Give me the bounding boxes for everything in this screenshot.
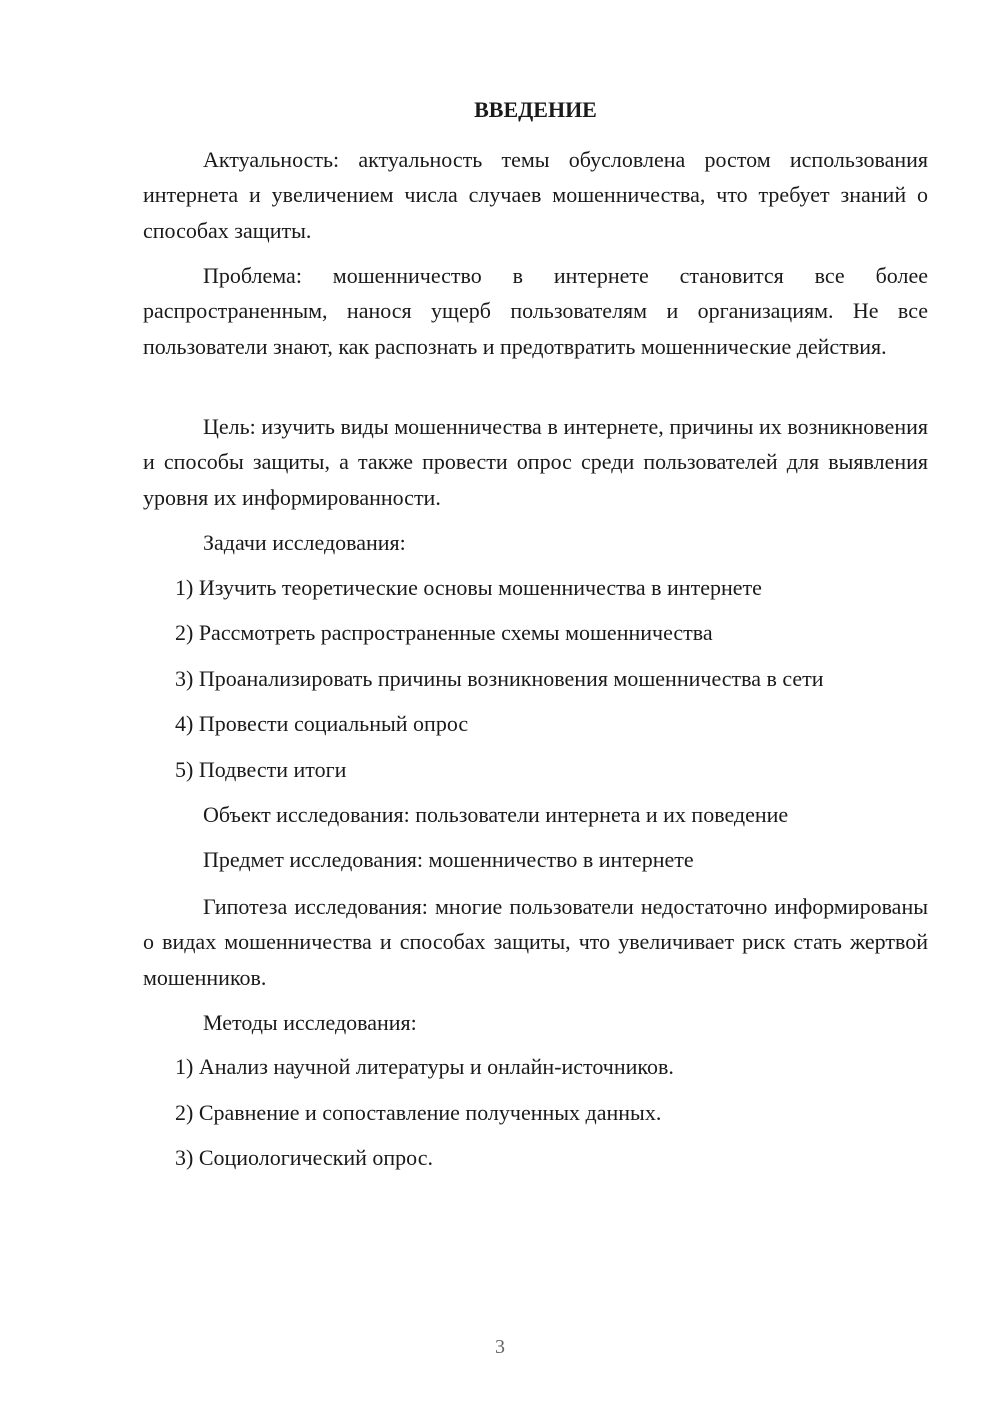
task-item: 5) Подвести итоги [175, 757, 347, 782]
page-title: ВВЕДЕНИЕ [474, 97, 597, 122]
task-item: 2) Рассмотреть распространенные схемы мошенничества [175, 620, 713, 645]
paragraph-goal: Цель: изучить виды мошенничества в интернете, причины их возникновения и способы защиты, а также провести опрос среди пользователей для выявления уровня их информированности. [143, 414, 928, 510]
paragraph-problem: Проблема: мошенничество в интернете становится все более распространенным, нанося ущерб пользователям и организациям. Не все пользователи знают, как распознать и предотвратить мошеннические действия. [143, 263, 928, 359]
tasks-heading: Задачи исследования: [203, 530, 406, 555]
task-item: 3) Проанализировать причины возникновения мошенничества в сети [175, 666, 824, 691]
research-subject: Предмет исследования: мошенничество в интернете [203, 847, 694, 872]
paragraph-relevance: Актуальность: актуальность темы обусловлена ростом использования интернета и увеличением числа случаев мошенничества, что требует знаний о способах защиты. [143, 147, 928, 243]
methods-heading: Методы исследования: [203, 1010, 417, 1035]
paragraph-hypothesis: Гипотеза исследования: многие пользователи недостаточно информированы о видах мошенничества и способах защиты, что увеличивает риск стать жертвой мошенников. [143, 894, 928, 990]
method-item: 1) Анализ научной литературы и онлайн-источников. [175, 1054, 674, 1079]
method-item: 3) Социологический опрос. [175, 1145, 433, 1170]
task-item: 4) Провести социальный опрос [175, 711, 469, 736]
research-object: Объект исследования: пользователи интернета и их поведение [203, 802, 789, 827]
method-item: 2) Сравнение и сопоставление полученных данных. [175, 1100, 662, 1125]
page-number: 3 [495, 1336, 505, 1358]
task-item: 1) Изучить теоретические основы мошенничества в интернете [175, 575, 762, 600]
